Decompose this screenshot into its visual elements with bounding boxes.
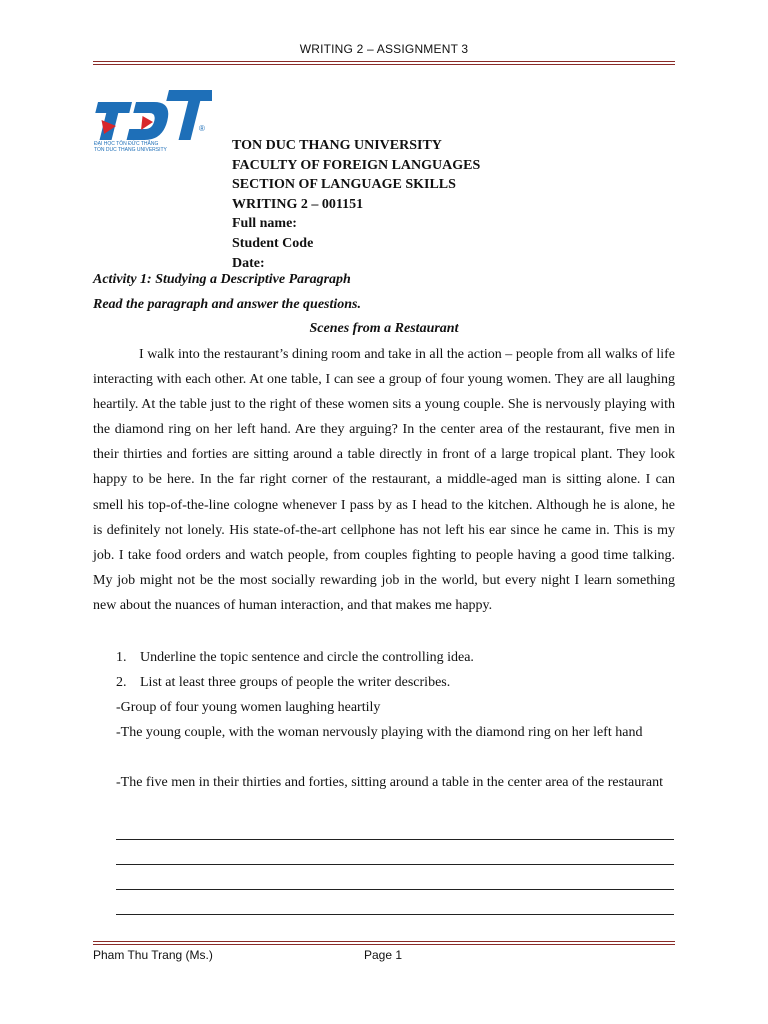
question-text: Underline the topic sentence and circle the controlling idea. (140, 650, 474, 665)
question-number: 1. (116, 650, 127, 665)
activity-heading: Activity 1: Studying a Descriptive Paragraph (93, 272, 351, 287)
svg-text:TON DUC THANG UNIVERSITY: TON DUC THANG UNIVERSITY (94, 147, 167, 152)
section-name: SECTION OF LANGUAGE SKILLS (232, 177, 456, 193)
answer-3: -The five men in their thirties and forties, sitting around a table in the center area of the restaurant (116, 775, 663, 790)
full-name-label: Full name: (232, 216, 297, 232)
question-1 (116, 650, 474, 666)
answer-line[interactable] (116, 839, 674, 840)
date-label: Date: (232, 255, 265, 271)
header-rule (93, 61, 675, 65)
page-number: Page 1 (364, 948, 403, 962)
question-2 (116, 675, 450, 691)
course-code: WRITING 2 – 001151 (232, 196, 364, 212)
answer-line[interactable] (116, 914, 674, 915)
footer-author: Pham Thu Trang (Ms.) (93, 948, 213, 962)
question-number: 2. (116, 675, 127, 690)
svg-text:ĐẠI HỌC TÔN ĐỨC THẮNG: ĐẠI HỌC TÔN ĐỨC THẮNG (94, 141, 159, 147)
footer-rule (93, 941, 675, 945)
question-text: List at least three groups of people the writer describes. (140, 675, 451, 690)
svg-text:®: ® (199, 124, 205, 133)
running-header: WRITING 2 – ASSIGNMENT 3 (299, 42, 469, 56)
university-name: TON DUC THANG UNIVERSITY (232, 138, 442, 153)
paragraph-title: Scenes from a Restaurant (309, 321, 459, 336)
student-code-label: Student Code (232, 235, 314, 251)
faculty-name: FACULTY OF FOREIGN LANGUAGES (232, 157, 481, 173)
answer-2: -The young couple, with the woman nervously playing with the diamond ring on her left hand (116, 725, 643, 740)
answer-line[interactable] (116, 889, 674, 890)
activity-instruction: Read the paragraph and answer the questions. (93, 297, 361, 312)
institution-block (232, 136, 480, 273)
descriptive-paragraph: I walk into the restaurant’s dining room and take in all the action – people from all walks of life interacting with each other. At one table, I can see a group of four young women. They are all laughing heartily. At the table just to the right of these women sits a young couple. She is nervously playing with the diamond ring on her left hand. Are they arguing? In the center area of the restaurant, five men in their thirties and forties are sitting around a table directly in front of a large tropical plant. They look happy to be here. In the far right corner of the restaurant, a middle-aged man is sitting alone. I can smell his top-of-the-line cologne whenever I pass by as I head to the kitchen. Although he is alone, he is definitely not lonely. His state-of-the-art cellphone has not left his ear since he came in. This is my job. I take food orders and watch people, from couples fighting to people having a good time talking. My job might not be the most socially rewarding job in the world, but every night I learn something new about the nuances of human interaction, and that makes me happy. (93, 347, 675, 613)
university-logo (92, 86, 212, 152)
answer-line[interactable] (116, 864, 674, 865)
answer-1: -Group of four young women laughing heartily (116, 700, 381, 715)
